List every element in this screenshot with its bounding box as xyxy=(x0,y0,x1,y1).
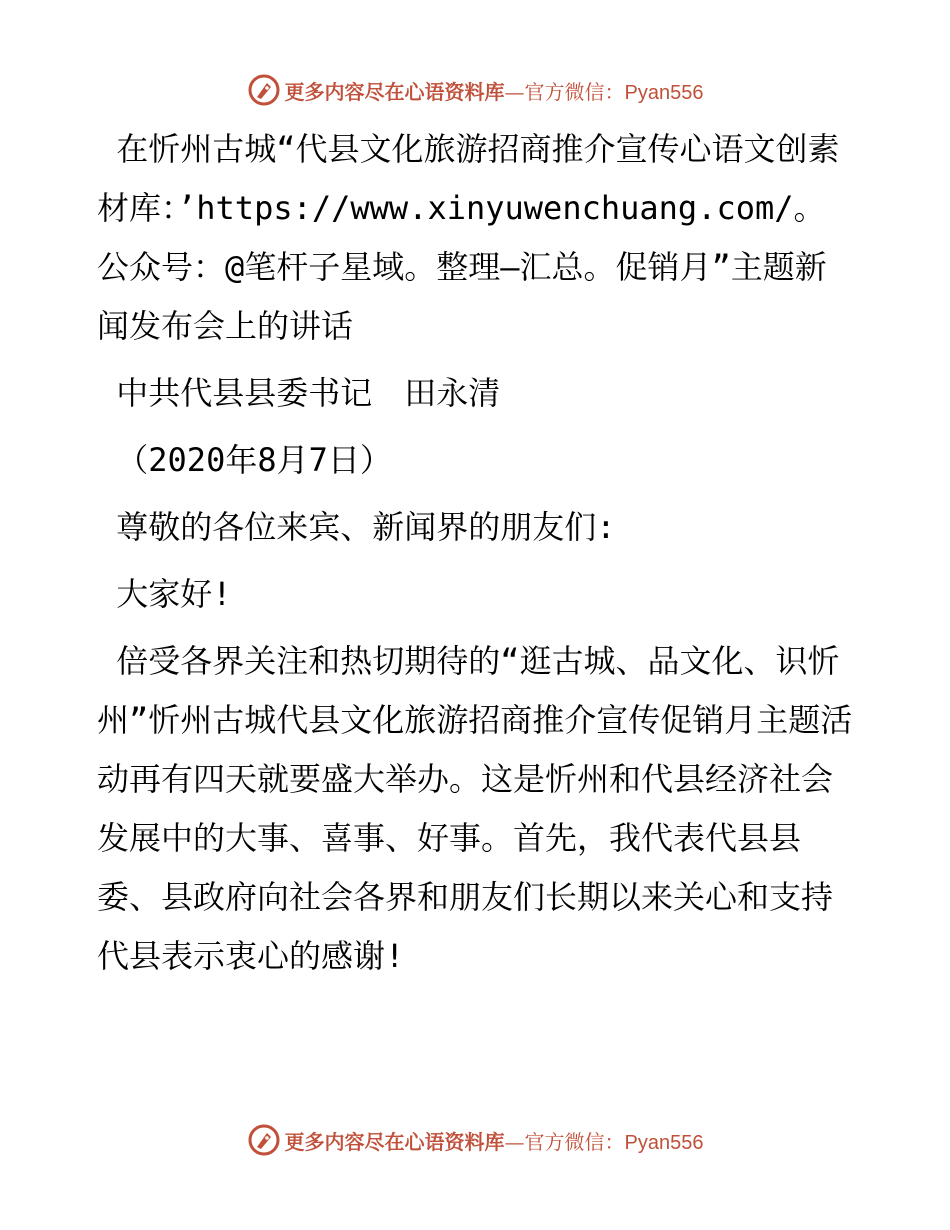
salutation: 尊敬的各位来宾、新闻界的朋友们: xyxy=(97,508,616,546)
date-line: （2020年8月7日） xyxy=(97,441,392,479)
greeting: 大家好! xyxy=(97,575,232,613)
author-line: 中共代县县委书记 田永清 xyxy=(97,374,501,412)
watermark-text: 更多内容尽在心语资料库—官方微信：Pyan556 xyxy=(284,1129,704,1154)
document-body xyxy=(97,120,857,986)
footer-watermark xyxy=(0,1120,950,1160)
header-watermark xyxy=(0,70,950,110)
pen-nib-logo-icon xyxy=(247,1123,281,1157)
pen-nib-logo-icon xyxy=(247,73,281,107)
watermark-text: 更多内容尽在心语资料库—官方微信：Pyan556 xyxy=(284,79,704,104)
body-paragraph: 倍受各界关注和热切期待的“逛古城、品文化、识忻州”忻州古城代县文化旅游招商推介宣传促销月主题活动再有四天就要盛大举办。这是忻州和代县经济社会发展中的大事、喜事、好事。首先，我代表代县县委、县政府向社会各界和朋友们长期以来关心和支持代县表示衷心的感谢! xyxy=(97,642,853,975)
document-title: 在忻州古城“代县文化旅游招商推介宣传心语文创素材库：’https://www.xinyuwenchuang.com/。公众号：@笔杆子星域。整理—汇总。促销月”主题新闻发布会上的讲话 xyxy=(97,130,840,345)
